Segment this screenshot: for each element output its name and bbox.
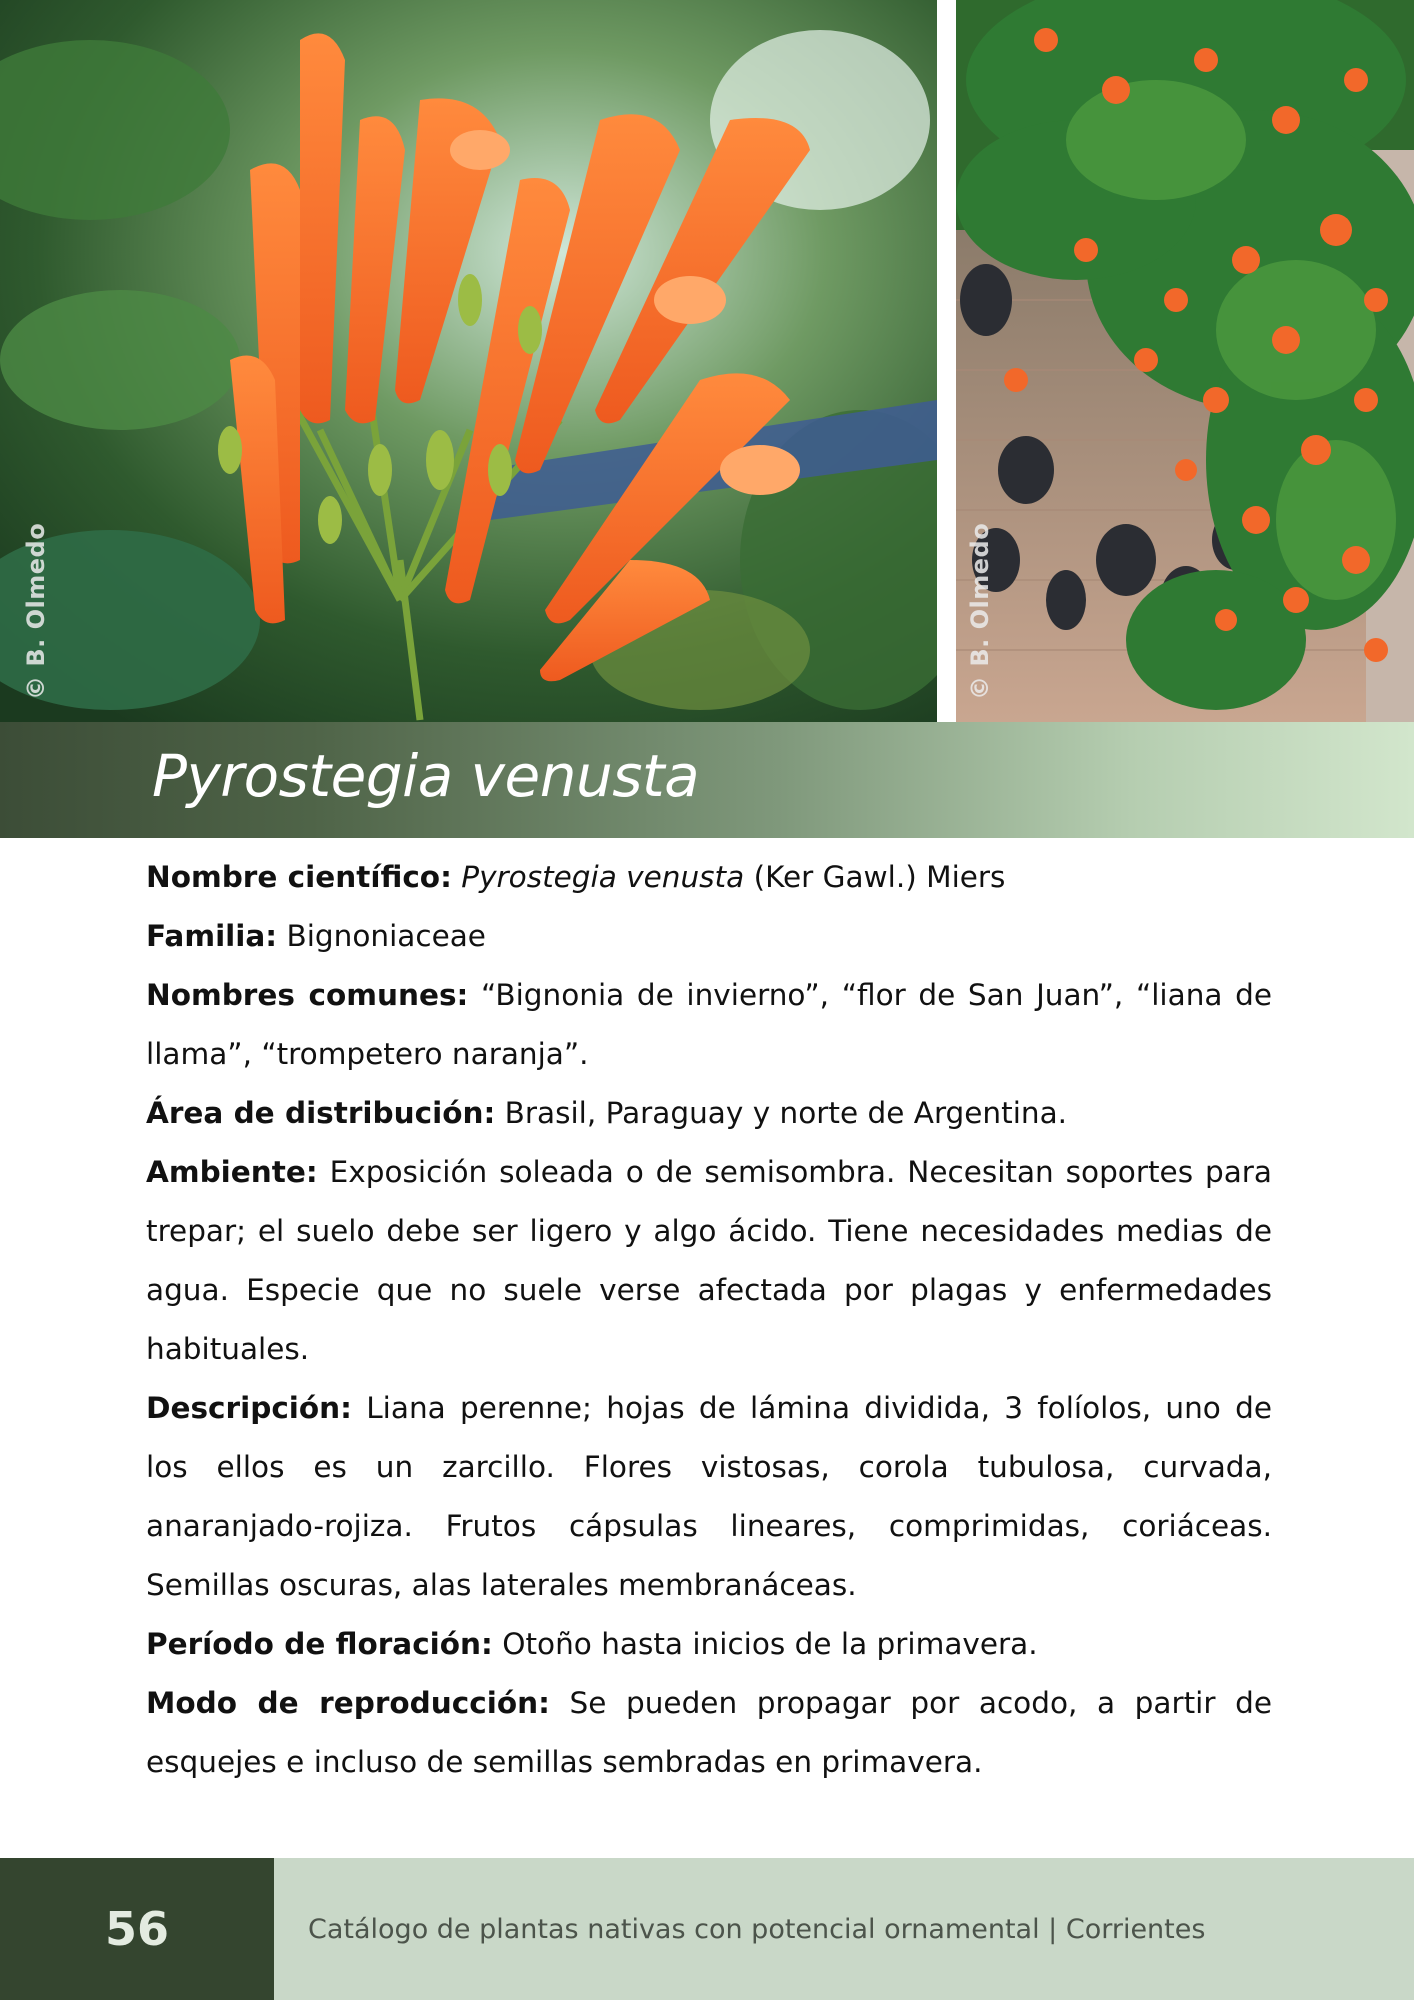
scientific-name-row bbox=[146, 848, 1272, 907]
page-number: 56 bbox=[0, 1858, 274, 2000]
catalog-title: Catálogo de plantas nativas con potencial ornamental | Corrientes bbox=[308, 1913, 1206, 1945]
field-label: Modo de reproducción: bbox=[146, 1686, 550, 1720]
reproduction-row bbox=[146, 1674, 1272, 1792]
field-value: Bignoniaceae bbox=[277, 919, 486, 953]
scientific-name: Pyrostegia venusta bbox=[461, 860, 745, 894]
species-title: Pyrostegia venusta bbox=[152, 742, 700, 810]
field-label: Nombres comunes: bbox=[146, 978, 469, 1012]
field-label: Familia: bbox=[146, 919, 278, 953]
field-value: Exposición soleada o de semisombra. Necesitan soportes para trepar; el suelo debe ser ligero y algo ácido. Tiene necesidades medias de agua. Especie que no suele verse afectada por plagas y enfermedades habituales. bbox=[146, 1155, 1272, 1366]
author-citation: (Ker Gawl.) Miers bbox=[744, 860, 1006, 894]
photo-credit: © B. Olmedo bbox=[22, 522, 50, 700]
environment-row bbox=[146, 1143, 1272, 1379]
field-label: Ambiente: bbox=[146, 1155, 318, 1189]
field-label: Nombre científico: bbox=[146, 860, 452, 894]
field-label: Área de distribución: bbox=[146, 1096, 496, 1130]
field-value: Se pueden propagar por acodo, a partir de esquejes e incluso de semillas sembradas en primavera. bbox=[146, 1686, 1272, 1779]
footer-bar bbox=[274, 1858, 1414, 2000]
field-label: Descripción: bbox=[146, 1391, 352, 1425]
family-row bbox=[146, 907, 1272, 966]
flower-closeup-image bbox=[0, 0, 937, 722]
field-label: Período de floración: bbox=[146, 1627, 493, 1661]
common-names-row bbox=[146, 966, 1272, 1084]
species-description bbox=[146, 848, 1272, 1792]
photo-strip bbox=[0, 0, 1414, 722]
field-value: “Bignonia de invierno”, “flor de San Juan”, “liana de llama”, “trompetero naranja”. bbox=[146, 978, 1272, 1071]
vine-on-wall-image bbox=[956, 0, 1414, 722]
field-value: Liana perenne; hojas de lámina dividida, 3 folíolos, uno de los ellos es un zarcillo. Flores vistosas, corola tubulosa, curvada, anaranjado-rojiza. Frutos cápsulas lineares, comprimidas, coriáceas. Semillas oscuras, alas laterales membranáceas. bbox=[146, 1391, 1272, 1602]
description-row bbox=[146, 1379, 1272, 1615]
flower-closeup-photo bbox=[0, 0, 937, 722]
field-value: Otoño hasta inicios de la primavera. bbox=[492, 1627, 1038, 1661]
distribution-row bbox=[146, 1084, 1272, 1143]
photo-credit: © B. Olmedo bbox=[966, 522, 994, 700]
vine-on-wall-photo bbox=[956, 0, 1414, 722]
flowering-row bbox=[146, 1615, 1272, 1674]
field-value: Brasil, Paraguay y norte de Argentina. bbox=[495, 1096, 1068, 1130]
species-title-band bbox=[0, 722, 1414, 838]
